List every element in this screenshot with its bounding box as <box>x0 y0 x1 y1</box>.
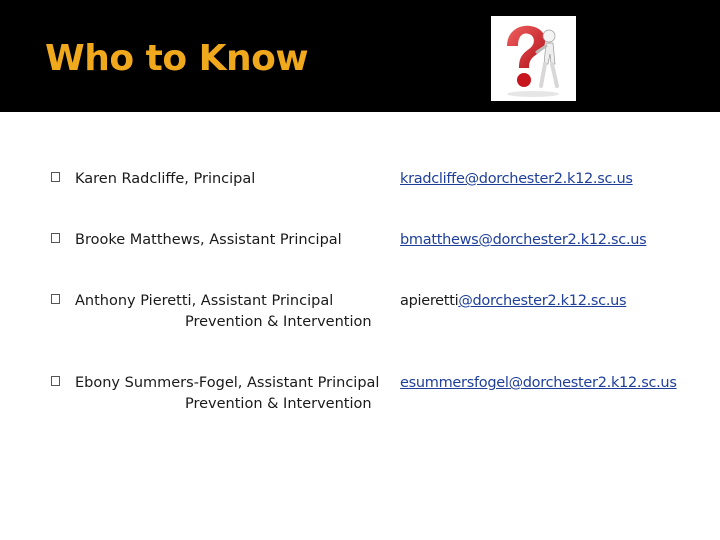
bullet-icon <box>51 376 60 386</box>
title-bar <box>0 0 720 112</box>
bullet-icon <box>51 294 60 304</box>
slide-title: Who to Know <box>45 38 309 79</box>
contact-name: Karen Radcliffe, Principal <box>75 171 256 187</box>
email-domain: @dorchester2.k12.sc.us <box>458 293 627 309</box>
contact-name: Ebony Summers-Fogel, Assistant Principal <box>75 375 380 391</box>
email-user: apieretti <box>400 293 459 309</box>
contact-email-link[interactable]: bmatthews@dorchester2.k12.sc.us <box>400 232 647 248</box>
contact-email-link[interactable] <box>400 292 626 310</box>
contact-name: Brooke Matthews, Assistant Principal <box>75 232 342 248</box>
contact-email-link[interactable]: kradcliffe@dorchester2.k12.sc.us <box>400 171 633 187</box>
bullet-icon <box>51 172 60 182</box>
contact-email-link[interactable]: esummersfogel@dorchester2.k12.sc.us <box>400 375 677 391</box>
contact-subtitle: Prevention & Intervention <box>185 396 372 412</box>
bullet-icon <box>51 233 60 243</box>
question-mark-figure-icon <box>491 16 576 101</box>
contact-subtitle: Prevention & Intervention <box>185 314 372 330</box>
contact-name: Anthony Pieretti, Assistant Principal <box>75 293 334 309</box>
